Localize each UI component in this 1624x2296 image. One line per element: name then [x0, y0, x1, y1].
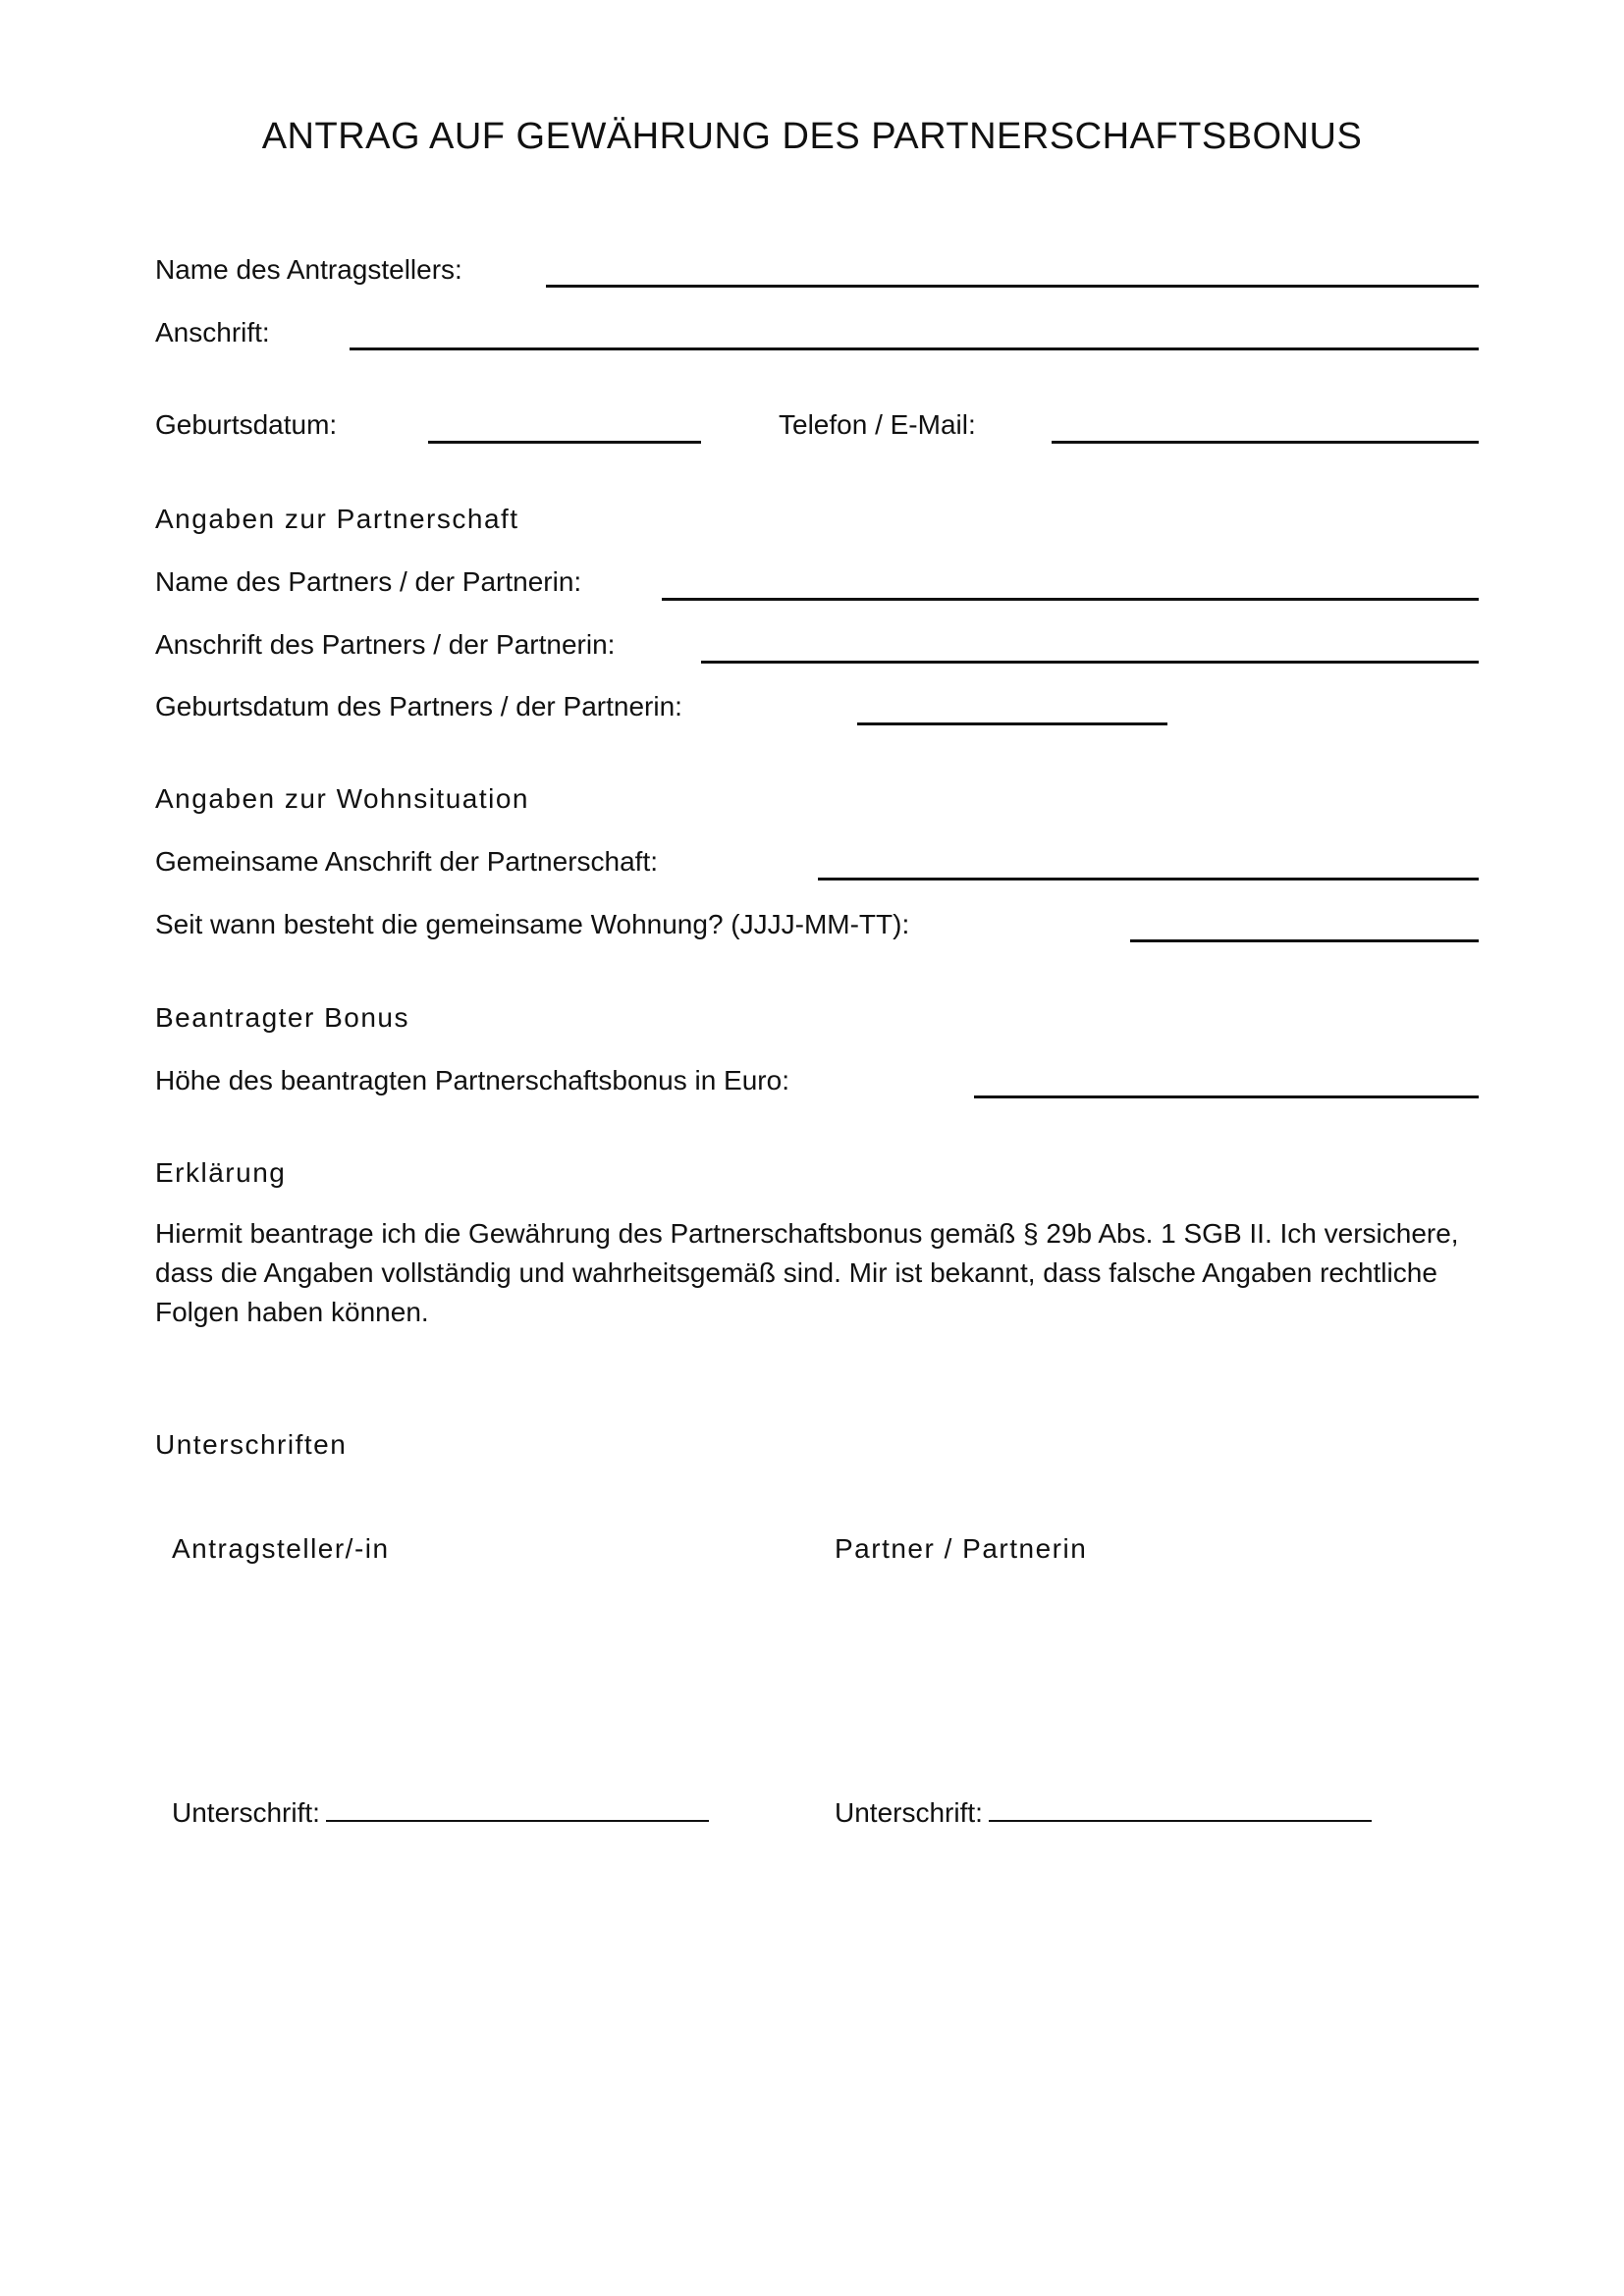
bonus-amount-field[interactable]	[974, 1095, 1479, 1098]
applicant-birthdate-field[interactable]	[428, 441, 701, 444]
partnership-section-heading: Angaben zur Partnerschaft	[155, 504, 519, 534]
applicant-name-field[interactable]	[546, 285, 1479, 288]
partner-address-field[interactable]	[701, 661, 1479, 664]
partner-signature-field[interactable]	[989, 1820, 1372, 1822]
housing-section-heading: Angaben zur Wohnsituation	[155, 783, 529, 814]
applicant-address-field[interactable]	[350, 347, 1479, 350]
cohabitation-since-field[interactable]	[1130, 939, 1479, 942]
bonus-amount-label: Höhe des beantragten Partnerschaftsbonus in Euro:	[155, 1065, 789, 1095]
applicant-signature-heading: Antragsteller/-in	[172, 1533, 390, 1564]
applicant-signature-field[interactable]	[326, 1820, 709, 1822]
bonus-section-heading: Beantragter Bonus	[155, 1002, 409, 1033]
applicant-address-label: Anschrift:	[155, 317, 270, 347]
partner-birthdate-label: Geburtsdatum des Partners / der Partnerin:	[155, 691, 682, 721]
cohabitation-since-label: Seit wann besteht die gemeinsame Wohnung? (JJJJ-MM-TT):	[155, 909, 910, 939]
partner-signature-heading: Partner / Partnerin	[835, 1533, 1088, 1564]
declaration-section-heading: Erklärung	[155, 1157, 287, 1188]
partner-name-field[interactable]	[662, 598, 1479, 601]
applicant-birthdate-label: Geburtsdatum:	[155, 409, 338, 440]
signatures-section-heading: Unterschriften	[155, 1429, 348, 1460]
declaration-text: Hiermit beantrage ich die Gewährung des Partnerschaftsbonus gemäß § 29b Abs. 1 SGB II. Ich versichere, dass die Angaben vollständig und wahrheitsgemäß sind. Mir ist bekannt, dass falsche Angaben rechtliche Folgen haben können.	[155, 1218, 1459, 1327]
partner-name-label: Name des Partners / der Partnerin:	[155, 566, 582, 597]
partner-address-label: Anschrift des Partners / der Partnerin:	[155, 629, 616, 660]
applicant-contact-field[interactable]	[1052, 441, 1479, 444]
joint-address-label: Gemeinsame Anschrift der Partnerschaft:	[155, 846, 658, 877]
partner-birthdate-field[interactable]	[857, 722, 1167, 725]
form-title: ANTRAG AUF GEWÄHRUNG DES PARTNERSCHAFTSBONUS	[261, 116, 1363, 157]
applicant-name-label: Name des Antragstellers:	[155, 254, 462, 285]
applicant-signature-row	[172, 1796, 709, 1830]
partner-signature-label: Unterschrift:	[835, 1797, 983, 1828]
partner-signature-row	[835, 1796, 1372, 1830]
applicant-contact-label: Telefon / E-Mail:	[779, 409, 976, 440]
applicant-signature-label: Unterschrift:	[172, 1797, 320, 1828]
joint-address-field[interactable]	[818, 878, 1479, 881]
